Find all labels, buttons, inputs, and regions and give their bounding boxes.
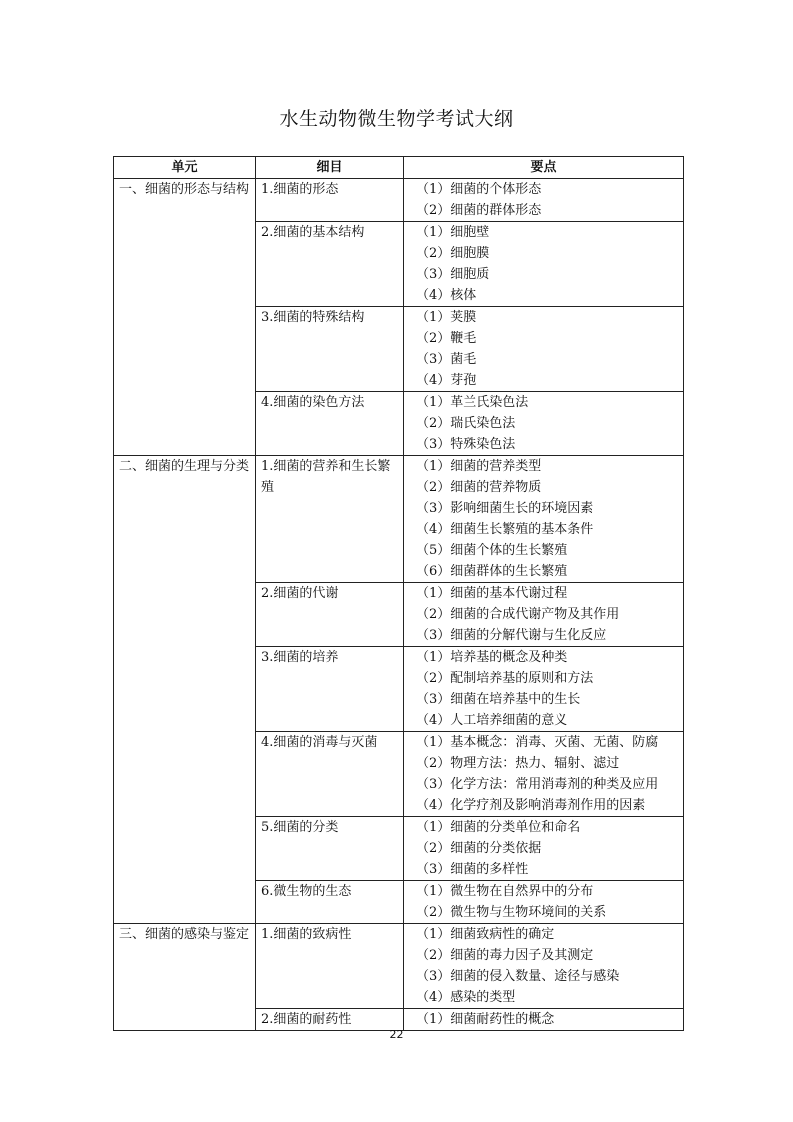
item-cell: 2.细菌的耐药性 — [256, 1009, 404, 1031]
point-item: （1）细菌的个体形态 — [416, 182, 542, 197]
points-cell — [404, 392, 684, 456]
point-item: （1）细菌的营养类型 — [416, 459, 542, 474]
page-number: 22 — [389, 1028, 404, 1041]
points-cell — [404, 732, 684, 817]
header-points: 要点 — [404, 157, 684, 179]
point-item: （1）荚膜 — [416, 310, 477, 325]
point-item: （2）瑞氏染色法 — [416, 416, 516, 431]
table-body — [114, 179, 684, 1031]
item-cell: 5.细菌的分类 — [256, 817, 404, 881]
point-item: （3）细菌的多样性 — [416, 862, 529, 877]
item-cell: 3.细菌的特殊结构 — [256, 307, 404, 392]
point-item: （3）化学方法：常用消毒剂的种类及应用 — [416, 777, 659, 792]
header-item: 细目 — [256, 157, 404, 179]
points-cell — [404, 881, 684, 924]
point-item: （2）细菌的毒力因子及其测定 — [416, 948, 594, 963]
point-item: （1）细菌的分类单位和命名 — [416, 820, 581, 835]
point-item: （6）细菌群体的生长繁殖 — [416, 564, 568, 579]
point-item: （4）细菌生长繁殖的基本条件 — [416, 522, 594, 537]
point-item: （2）细菌的分类依据 — [416, 841, 542, 856]
points-cell — [404, 583, 684, 647]
point-item: （1）细菌致病性的确定 — [416, 927, 555, 942]
point-item: （1）微生物在自然界中的分布 — [416, 884, 594, 899]
point-item: （2）细胞膜 — [416, 246, 490, 261]
unit-cell: 二、细菌的生理与分类 — [114, 456, 256, 924]
point-item: （4）感染的类型 — [416, 990, 516, 1005]
point-item: （2）细菌的群体形态 — [416, 203, 542, 218]
point-item: （1）细菌的基本代谢过程 — [416, 586, 568, 601]
point-item: （2）细菌的营养物质 — [416, 480, 542, 495]
point-item: （5）细菌个体的生长繁殖 — [416, 543, 568, 558]
item-cell: 1.细菌的形态 — [256, 179, 404, 222]
item-cell: 1.细菌的致病性 — [256, 924, 404, 1009]
point-item: （4）化学疗剂及影响消毒剂作用的因素 — [416, 798, 646, 813]
point-item: （1）基本概念：消毒、灭菌、无菌、防腐 — [416, 735, 659, 750]
point-item: （2）配制培养基的原则和方法 — [416, 671, 594, 686]
table-row — [114, 924, 684, 1009]
point-item: （3）特殊染色法 — [416, 437, 516, 452]
item-cell: 4.细菌的染色方法 — [256, 392, 404, 456]
point-item: （3）菌毛 — [416, 352, 477, 367]
point-item: （3）细菌的侵入数量、途径与感染 — [416, 969, 620, 984]
syllabus-table — [113, 156, 684, 1031]
points-cell — [404, 924, 684, 1009]
point-item: （2）微生物与生物环境间的关系 — [416, 905, 607, 920]
point-item: （3）细菌的分解代谢与生化反应 — [416, 628, 607, 643]
points-cell — [404, 222, 684, 307]
points-cell — [404, 307, 684, 392]
point-item: （1）革兰氏染色法 — [416, 395, 529, 410]
unit-cell: 一、细菌的形态与结构 — [114, 179, 256, 456]
point-item: （2）鞭毛 — [416, 331, 477, 346]
point-item: （1）细菌耐药性的概念 — [416, 1012, 555, 1027]
item-cell: 4.细菌的消毒与灭菌 — [256, 732, 404, 817]
point-item: （1）培养基的概念及种类 — [416, 650, 568, 665]
point-item: （3）细菌在培养基中的生长 — [416, 692, 581, 707]
point-item: （2）物理方法：热力、辐射、滤过 — [416, 756, 620, 771]
item-cell: 2.细菌的代谢 — [256, 583, 404, 647]
points-cell — [404, 817, 684, 881]
point-item: （4）人工培养细菌的意义 — [416, 713, 568, 728]
unit-cell: 三、细菌的感染与鉴定 — [114, 924, 256, 1031]
item-cell: 1.细菌的营养和生长繁殖 — [256, 456, 404, 583]
item-cell: 2.细菌的基本结构 — [256, 222, 404, 307]
point-item: （2）细菌的合成代谢产物及其作用 — [416, 607, 620, 622]
page-title: 水生动物微生物学考试大纲 — [279, 108, 514, 130]
points-cell — [404, 179, 684, 222]
table-row — [114, 179, 684, 222]
header-unit: 单元 — [114, 157, 256, 179]
point-item: （4）核体 — [416, 288, 477, 303]
point-item: （3）影响细菌生长的环境因素 — [416, 501, 594, 516]
item-cell: 3.细菌的培养 — [256, 647, 404, 732]
point-item: （1）细胞壁 — [416, 225, 490, 240]
point-item: （3）细胞质 — [416, 267, 490, 282]
points-cell — [404, 647, 684, 732]
points-cell — [404, 456, 684, 583]
item-cell: 6.微生物的生态 — [256, 881, 404, 924]
table-header-row — [114, 157, 684, 179]
point-item: （4）芽孢 — [416, 373, 477, 388]
table-row — [114, 456, 684, 583]
